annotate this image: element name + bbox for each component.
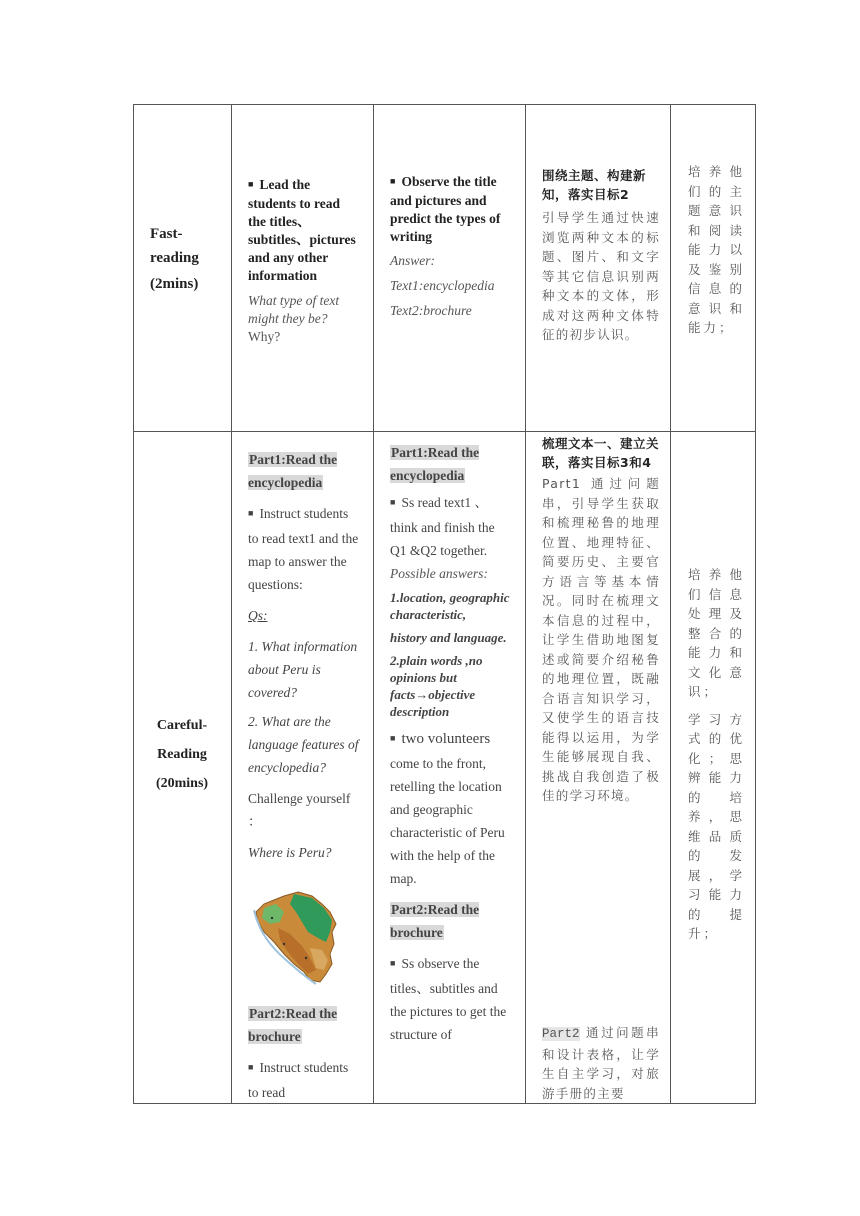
student-activity-cell [390,441,514,1046]
table-top-border [133,104,755,105]
part2-title: Part2:Read the brochure [390,902,480,940]
teacher-part2-instruction: ■ Instruct students to read [248,1060,349,1100]
part1-title: Part1:Read the encyclopedia [248,452,338,490]
qs-label: Qs: [248,608,268,623]
stage-line: Careful- [156,718,208,733]
peru-map-icon [250,888,342,986]
intent-heading: 梳理文本一、建立关联，落实目标3和4 [542,436,660,470]
stage-line: (2mins) [150,276,199,292]
column-divider [373,104,374,1104]
peru-map-image [250,888,342,986]
answer-item: Text2:brochure [390,303,472,318]
stage-line: Fast- [150,226,183,242]
answer-1b: history and language. [390,630,507,645]
question-2: 2. What are the language features of encyclopedia? [248,714,359,775]
student-part2-instruction: ■ Ss observe the titles、subtitles and the pictures to get the structure of [390,956,507,1042]
student-part1-instruction: ■ Ss read text1 、think and finish the Q1 &Q2 together. [390,495,495,558]
answer-label: Answer: [390,253,435,268]
part1-title: Part1:Read the encyclopedia [390,445,480,483]
table-border-right [755,104,756,1104]
bullet-square-icon: ■ [390,733,396,743]
teacher-activity-cell [248,176,360,346]
stage-cell-fast-reading [150,222,226,296]
teacher-part1-instruction: ■ Instruct students to read text1 and the map to answer the questions: [248,506,359,592]
volunteers-title: ■ two volunteers [390,731,491,747]
teacher-question-tail: Why? [248,329,281,344]
teacher-activity-cell [248,448,360,864]
teacher-question: What type of text might they be? [248,293,340,326]
bullet-square-icon: ■ [390,176,396,186]
column-divider [525,104,526,1104]
table-bottom-border [133,1103,755,1104]
challenge-question: Where is Peru? [248,845,332,860]
answer-1: 1.location, geographic characteristic, [390,590,510,622]
intent-body: 引导学生通过快速浏览两种文本的标题、图片、和文字等其它信息识别两种文本的文体，形成对这两种文体特征的初步认识。 [542,210,660,342]
row-divider [133,431,755,432]
design-intent-cell [542,434,660,806]
bullet-square-icon: ■ [248,508,254,518]
stage-line: Reading [157,747,207,762]
column-divider [670,104,671,1104]
goal-text-a: 培养他们信息处理及整合的能力和文化意识； [688,567,745,699]
goal-cell [688,162,745,338]
possible-answers-label: Possible answers: [390,566,488,581]
answer-2: 2.plain words ,no opinions but facts→objective description [390,653,483,719]
teacher-part2 [248,1002,360,1104]
question-1: 1. What information about Peru is covered? [248,639,358,700]
stage-cell-careful-reading [136,711,228,798]
intent-part2: Part2 通过问题串和设计表格，让学生自主学习，对旅游手册的主要 [542,1025,660,1101]
table-border-left [133,104,134,1104]
volunteers-text: come to the front, retelling the location and geographic characteristic of Peru with the help of the map. [390,756,505,886]
bullet-square-icon: ■ [248,1062,254,1072]
goal-cell [688,565,745,944]
student-activity-cell [390,173,514,323]
part2-label: Part2 [542,1027,580,1041]
student-instruction: ■ Observe the title and pictures and predict the types of writing [390,174,501,244]
stage-line: (20mins) [155,776,209,791]
design-intent-cell [542,166,660,345]
challenge-text: Challenge yourself ： [248,791,351,829]
goal-text-b: 学习方式的优化；思辨能力的培养，思维品质的发展，学习能力的提升； [688,711,745,941]
stage-line: reading [150,250,199,266]
teacher-instruction: ■ Lead the students to read the titles、subtitles、pictures and any other information [248,177,356,283]
answer-item: Text1:encyclopedia [390,278,495,293]
bullet-square-icon: ■ [390,497,396,507]
intent-part1: Part1 通过问题串，引导学生获取和梳理秘鲁的地理位置、地理特征、简要历史、主要官方语言等基本情况。同时在梳理文本信息的过程中，让学生借助地图复述或简要介绍秘鲁的地理位置，既融合语言知识学习，又使学生的语言技能得以运用，为学生能够展现自我、挑战自我创造了极佳的学习环境。 [542,476,660,803]
bullet-square-icon: ■ [390,958,396,968]
intent-heading: 围绕主题、构建新知，落实目标2 [542,168,647,202]
column-divider [231,104,232,1104]
bullet-square-icon: ■ [248,179,254,189]
part2-title: Part2:Read the brochure [248,1006,338,1044]
goal-text: 培养他们的主题意识和阅读能力以及鉴别信息的意识和能力； [688,164,745,335]
